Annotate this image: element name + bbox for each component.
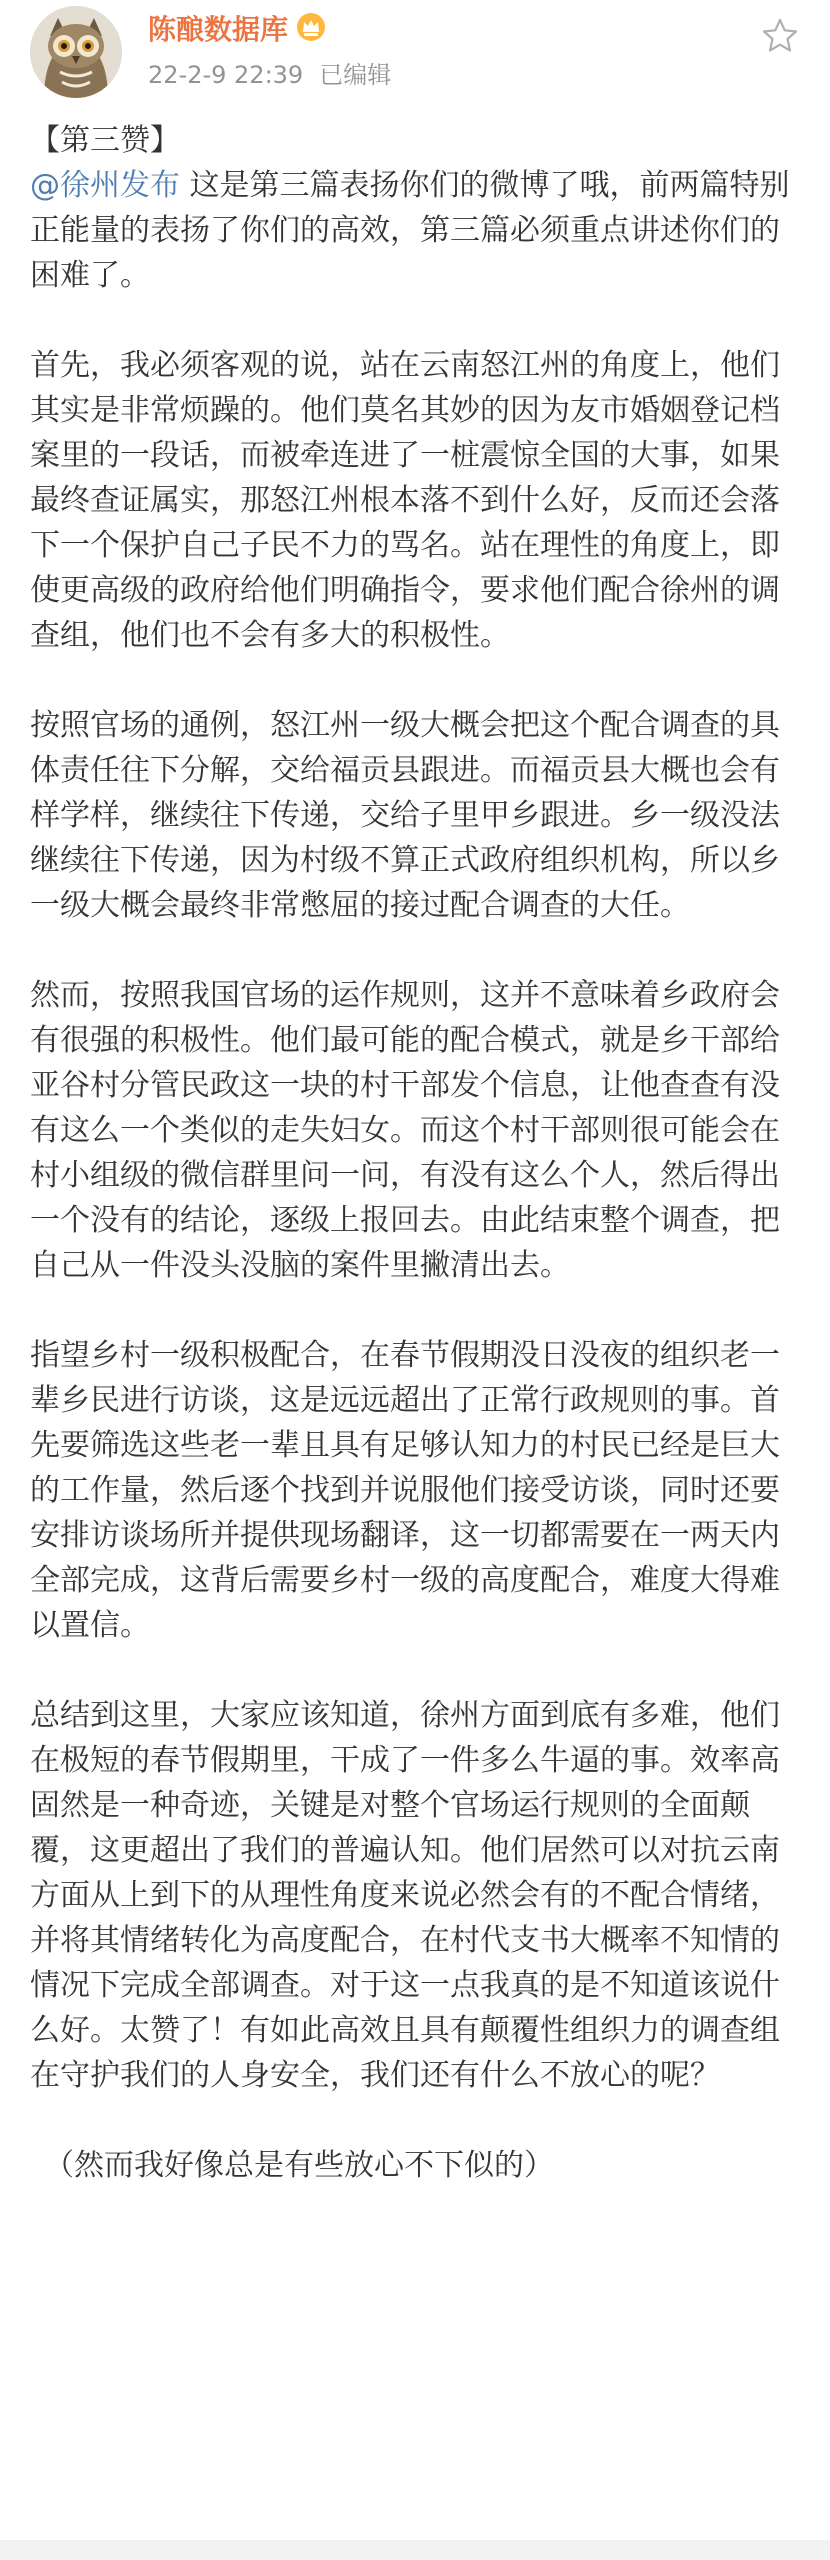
edited-label: 已编辑 [319,61,392,89]
favorite-button[interactable] [760,16,800,56]
owl-avatar[interactable] [30,6,122,98]
paragraph-intro [30,163,802,298]
paragraph-intro-text: 这是第三篇表扬你们的微博了哦，前两篇特别正能量的表扬了你们的高效，第三篇必须重点讲述你们的困难了。 [30,168,790,293]
crown-badge-icon [296,12,326,51]
paragraph-5: 指望乡村一级积极配合，在春节假期没日没夜的组织老一辈乡民进行访谈，这是远远超出了正常行政规则的事。首先要筛选这些老一辈且具有足够认知力的村民已经是巨大的工作量，然后逐个找到并说服他们接受访谈，同时还要安排访谈场所并提供现场翻译，这一切都需要在一两天内全部完成，这背后需要乡村一级的高度配合，难度大得难以置信。 [30,1338,780,1643]
post-date: 22-2-9 22:39 [148,61,304,89]
owl-avatar-image [30,6,122,98]
star-outline-icon [760,16,800,56]
author-name[interactable] [148,12,326,51]
post-title: 【第三赞】 [30,123,180,158]
paragraph-6: 总结到这里，大家应该知道，徐州方面到底有多难，他们在极短的春节假期里，干成了一件多么牛逼的事。效率高固然是一种奇迹，关键是对整个官场运行规则的全面颠覆，这更超出了我们的普遍认知。他们居然可以对抗云南方面从上到下的从理性角度来说必然会有的不配合情绪，并将其情绪转化为高度配合，在村代支书大概率不知情的情况下完成全部调查。对于这一点我真的是不知道该说什么好。太赞了！有如此高效且具有颠覆性组织力的调查组在守护我们的人身安全，我们还有什么不放心的呢？ [30,1698,780,2093]
post-body [30,118,802,2233]
closing-remark: （然而我好像总是有些放心不下似的） [44,2148,554,2183]
author-name-text: 陈酿数据库 [148,13,289,46]
post-meta [148,60,391,90]
paragraph-2: 首先，我必须客观的说，站在云南怒江州的角度上，他们其实是非常烦躁的。他们莫名其妙的因为友市婚姻登记档案里的一段话，而被牵连进了一桩震惊全国的大事，如果最终查证属实，那怒江州根本落不到什么好，反而还会落下一个保护自己子民不力的骂名。站在理性的角度上，即使更高级的政府给他们明确指令，要求他们配合徐州的调查组，他们也不会有多大的积极性。 [30,348,780,653]
paragraph-4: 然而，按照我国官场的运作规则，这并不意味着乡政府会有很强的积极性。他们最可能的配合模式，就是乡干部给亚谷村分管民政这一块的村干部发个信息，让他查查有没有这么一个类似的走失妇女。而这个村干部则很可能会在村小组级的微信群里问一问，有没有这么个人，然后得出一个没有的结论，逐级上报回去。由此结束整个调查，把自己从一件没头没脑的案件里撇清出去。 [30,978,780,1283]
post-header [0,0,830,110]
paragraph-3: 按照官场的通例，怒江州一级大概会把这个配合调查的具体责任往下分解，交给福贡县跟进。而福贡县大概也会有样学样，继续往下传递，交给子里甲乡跟进。乡一级没法继续往下传递，因为村级不算正式政府组织机构，所以乡一级大概会最终非常憋屈的接过配合调查的大任。 [30,708,780,923]
bottom-divider [0,2540,830,2560]
mention-link[interactable]: @徐州发布 [30,168,180,203]
